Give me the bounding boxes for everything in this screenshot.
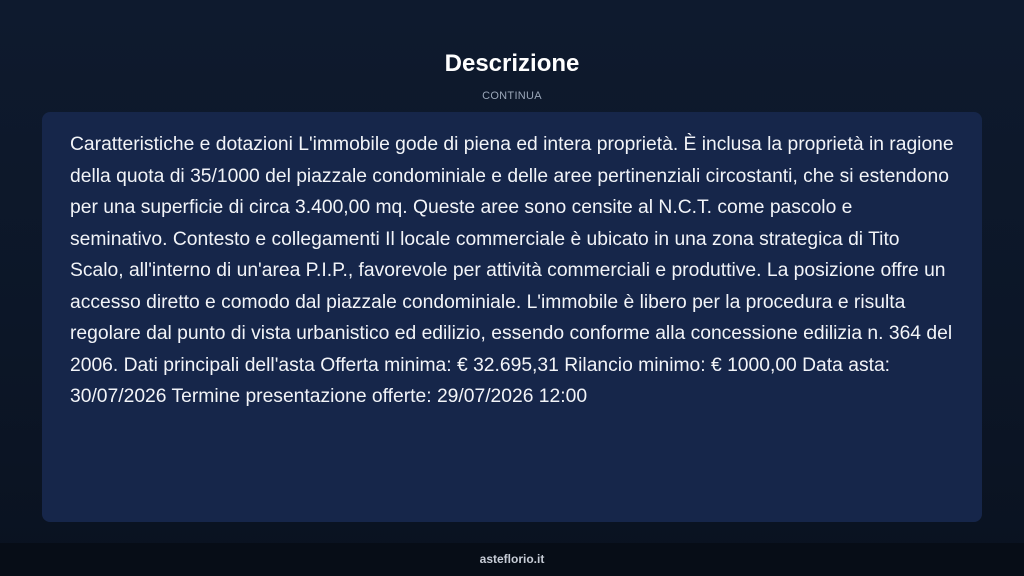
page-title: Descrizione [444, 50, 580, 77]
footer-bar [0, 543, 1024, 576]
description-text: Caratteristiche e dotazioni L'immobile gode di piena ed intera proprietà. È inclusa la proprietà in ragione della quota di 35/1000 del piazzale condominiale e delle aree pertinenziali circostanti, che si estendono per una superficie di circa 3.400,00 mq. Queste aree sono censite al N.C.T. come pascolo e seminativo. Contesto e collegamenti Il locale commerciale è ubicato in una zona strategica di Tito Scalo, all'interno di un'area P.I.P., favorevole per attività commerciali e produttive. La posizione offre un accesso diretto e comodo dal piazzale condominiale. L'immobile è libero per la procedura e risulta regolare dal punto di vista urbanistico ed edilizio, essendo conforme alla concessione edilizia n. 364 del 2006. Dati principali dell'asta Offerta minima: € 32.695,31 Rilancio minimo: € 1000,00 Data asta: 30/07/2026 Termine presentazione offerte: 29/07/2026 12:00 [70, 134, 954, 407]
continue-label[interactable]: CONTINUA [482, 90, 542, 102]
site-name: asteflorio.it [479, 552, 545, 566]
description-card [42, 112, 982, 522]
